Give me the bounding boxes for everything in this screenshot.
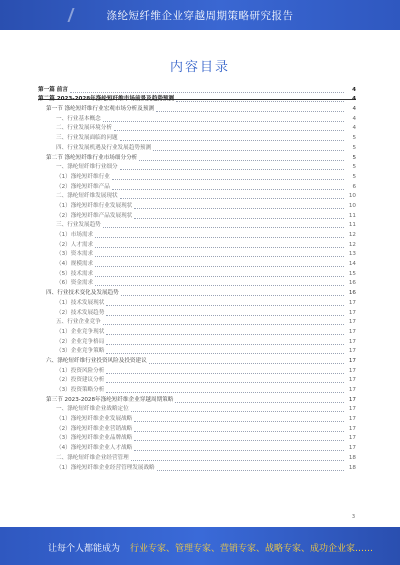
toc-entry-page: 5 bbox=[352, 154, 356, 161]
toc-leader-dots bbox=[106, 315, 344, 316]
toc-entry[interactable] bbox=[38, 414, 356, 424]
toc-entry-text: 第一篇 前言 bbox=[38, 86, 68, 93]
toc-entry[interactable] bbox=[38, 230, 356, 240]
toc-entry[interactable] bbox=[38, 211, 356, 221]
slogan-left: 让每个人都能成为 bbox=[48, 544, 121, 554]
toc-leader-dots bbox=[112, 189, 344, 190]
toc-entry-page: 4 bbox=[352, 96, 356, 103]
toc-entry[interactable] bbox=[38, 133, 356, 143]
toc-entry-page: 14 bbox=[348, 261, 356, 268]
toc-leader-dots bbox=[120, 198, 344, 199]
toc-entry-text: （1）企业竞争现状 bbox=[56, 328, 105, 335]
toc-entry-page: 17 bbox=[348, 416, 356, 423]
toc-leader-dots bbox=[114, 130, 344, 131]
toc-leader-dots bbox=[134, 218, 344, 219]
toc-entry-text: 第二节 涤纶短纤维行业市场细分分析 bbox=[46, 154, 138, 161]
toc-leader-dots bbox=[95, 256, 344, 257]
toc-entry[interactable] bbox=[38, 192, 356, 202]
toc-entry[interactable] bbox=[38, 405, 356, 415]
toc-leader-dots bbox=[131, 460, 344, 461]
toc-entry[interactable] bbox=[38, 153, 356, 163]
toc-leader-dots bbox=[121, 295, 344, 296]
toc-entry-page: 12 bbox=[348, 232, 356, 238]
toc-entry-text: （6）资金需求 bbox=[56, 280, 94, 287]
toc-entry-page: 17 bbox=[348, 367, 356, 374]
toc-entry-page: 17 bbox=[348, 425, 356, 432]
toc-entry[interactable] bbox=[38, 434, 356, 444]
toc-entry-text: （2）技术发展趋势 bbox=[56, 309, 105, 316]
toc-leader-dots bbox=[149, 363, 344, 364]
toc-entry[interactable] bbox=[38, 327, 356, 337]
toc-entry-page: 17 bbox=[348, 357, 356, 364]
toc-entry-page: 5 bbox=[352, 144, 356, 151]
toc-entry-text: 三、行业发展面临的问题 bbox=[56, 135, 118, 142]
toc-entry-text: （1）涤纶短纤维行业 bbox=[56, 173, 110, 180]
toc-entry-page: 17 bbox=[348, 348, 356, 355]
toc-list bbox=[38, 85, 356, 473]
toc-entry[interactable] bbox=[38, 385, 356, 395]
toc-entry-page: 17 bbox=[348, 299, 356, 306]
toc-entry[interactable] bbox=[38, 259, 356, 269]
slogan-right: 行业专家、管理专家、营销专家、战略专家、成功企业家…… bbox=[130, 544, 374, 554]
toc-entry-page: 4 bbox=[352, 125, 356, 132]
toc-entry-page: 11 bbox=[348, 222, 356, 229]
toc-entry-page: 17 bbox=[348, 406, 356, 413]
toc-entry-text: （2）涤纶短纤维产品发展现状 bbox=[56, 212, 133, 219]
toc-entry-page: 17 bbox=[348, 435, 356, 442]
toc-entry[interactable] bbox=[38, 104, 356, 114]
toc-entry-page: 17 bbox=[348, 396, 356, 403]
toc-leader-dots bbox=[106, 353, 344, 354]
toc-leader-dots bbox=[106, 305, 344, 306]
toc-entry[interactable] bbox=[38, 288, 356, 298]
toc-leader-dots bbox=[95, 266, 344, 267]
toc-entry-page: 16 bbox=[348, 280, 356, 287]
toc-entry[interactable] bbox=[38, 201, 356, 211]
toc-entry-text: 二、行业发展环境分析 bbox=[56, 125, 112, 132]
toc-entry-page: 10 bbox=[348, 202, 356, 209]
toc-entry[interactable] bbox=[38, 172, 356, 182]
toc-entry-page: 17 bbox=[348, 445, 356, 452]
toc-entry-page: 17 bbox=[348, 309, 356, 316]
footer-banner bbox=[0, 527, 400, 565]
toc-entry[interactable] bbox=[38, 240, 356, 250]
toc-heading: 内容目录 bbox=[169, 60, 230, 75]
toc-entry-text: （1）技术发展现状 bbox=[56, 299, 105, 306]
toc-leader-dots bbox=[134, 208, 344, 209]
toc-entry-page: 4 bbox=[352, 115, 356, 122]
toc-entry-page: 5 bbox=[352, 173, 356, 180]
toc-entry[interactable] bbox=[38, 337, 356, 347]
toc-entry[interactable] bbox=[38, 395, 356, 405]
toc-leader-dots bbox=[157, 470, 344, 471]
toc-entry[interactable] bbox=[38, 356, 356, 366]
toc-entry-page: 4 bbox=[352, 106, 356, 113]
toc-entry[interactable] bbox=[38, 114, 356, 124]
toc-entry[interactable] bbox=[38, 347, 356, 357]
toc-leader-dots bbox=[112, 179, 344, 180]
toc-entry-text: 一、行业基本概念 bbox=[56, 115, 101, 122]
toc-entry-page: 12 bbox=[348, 241, 356, 248]
toc-entry-page: 17 bbox=[348, 377, 356, 384]
toc-leader-dots bbox=[156, 111, 344, 112]
toc-entry-text: （2）涤纶短纤维产品 bbox=[56, 183, 110, 190]
toc-leader-dots bbox=[139, 160, 344, 161]
toc-entry-text: 三、行业发展趋势 bbox=[56, 222, 101, 229]
toc-entry-text: （1）涤纶短纤维企业发展战略 bbox=[56, 416, 133, 423]
toc-leader-dots bbox=[95, 237, 344, 238]
toc-leader-dots bbox=[120, 140, 344, 141]
toc-entry[interactable] bbox=[38, 250, 356, 260]
toc-leader-dots bbox=[70, 92, 344, 93]
toc-entry-page: 6 bbox=[352, 183, 356, 190]
toc-leader-dots bbox=[131, 411, 344, 412]
toc-entry-text: （3）涤纶短纤维企业品牌战略 bbox=[56, 435, 133, 442]
toc-leader-dots bbox=[103, 324, 344, 325]
toc-entry[interactable] bbox=[38, 298, 356, 308]
toc-entry-text: 五、行业企业竞争 bbox=[56, 319, 101, 326]
toc-entry-text: 四、行业技术变化及发展趋势 bbox=[46, 290, 119, 297]
toc-entry-page: 4 bbox=[352, 86, 356, 93]
toc-entry-text: 二、涤纶短纤维企业经营管理 bbox=[56, 454, 129, 461]
toc-entry[interactable] bbox=[38, 182, 356, 192]
toc-entry-page: 17 bbox=[348, 338, 356, 345]
toc-leader-dots bbox=[106, 344, 344, 345]
toc-leader-dots bbox=[95, 285, 344, 286]
toc-entry-text: （3）投资策略分析 bbox=[56, 387, 105, 393]
page-number: 3 bbox=[351, 514, 355, 520]
toc-entry-text: （2）投资建议分析 bbox=[56, 377, 105, 384]
toc-leader-dots bbox=[120, 169, 344, 170]
toc-entry-page: 16 bbox=[348, 290, 356, 297]
toc-entry[interactable] bbox=[38, 163, 356, 173]
toc-entry[interactable] bbox=[38, 453, 356, 463]
toc-entry-text: （3）资本需求 bbox=[56, 251, 94, 258]
toc-entry-page: 13 bbox=[348, 251, 356, 258]
toc-entry-page: 5 bbox=[352, 135, 356, 142]
report-title: 涤纶短纤维企业穿越周期策略研究报告 bbox=[106, 10, 294, 22]
toc-leader-dots bbox=[134, 440, 344, 441]
toc-entry-page: 18 bbox=[348, 464, 356, 471]
header-banner bbox=[0, 0, 400, 30]
toc-leader-dots bbox=[103, 227, 344, 228]
toc-leader-dots bbox=[106, 373, 344, 374]
toc-entry-text: （4）涤纶短纤维企业人才战略 bbox=[56, 445, 133, 452]
toc-entry[interactable] bbox=[38, 269, 356, 279]
toc-entry[interactable] bbox=[38, 124, 356, 134]
toc-entry-page: 11 bbox=[348, 212, 356, 219]
toc-entry[interactable] bbox=[38, 279, 356, 289]
toc-entry-text: （4）规模需求 bbox=[56, 261, 94, 268]
toc-entry[interactable] bbox=[38, 318, 356, 328]
toc-entry-text: 二、涤纶短纤维发展现状 bbox=[56, 193, 118, 200]
toc-leader-dots bbox=[106, 334, 344, 335]
toc-entry-text: （1）涤纶短纤维行业发展现状 bbox=[56, 202, 133, 209]
toc-entry[interactable] bbox=[38, 308, 356, 318]
toc-entry-text: （2）涤纶短纤维企业营销战略 bbox=[56, 425, 133, 432]
toc-entry-text: （3）企业竞争策略 bbox=[56, 348, 105, 355]
toc-entry-text: （1）投资风险分析 bbox=[56, 367, 105, 374]
toc-leader-dots bbox=[134, 421, 344, 422]
toc-entry-page: 10 bbox=[348, 193, 356, 200]
toc-entry-text: 第一节 涤纶短纤维行业宏观市场分析及预测 bbox=[46, 106, 155, 113]
toc-entry[interactable] bbox=[38, 443, 356, 453]
toc-entry-text: 四、行业发展机遇及行业发展趋势预测 bbox=[56, 144, 152, 151]
toc-entry-text: 六、涤纶短纤维行业投资风险及投资建议 bbox=[46, 357, 147, 364]
toc-leader-dots bbox=[176, 101, 344, 102]
toc-leader-dots bbox=[95, 247, 344, 248]
toc-entry-text: （5）技术需求 bbox=[56, 270, 94, 277]
toc-entry-page: 18 bbox=[348, 454, 356, 461]
toc-entry-text: 第二篇 2023-2028年涤纶短纤维市场前景及趋势预测 bbox=[38, 96, 175, 103]
toc-leader-dots bbox=[95, 276, 344, 277]
toc-leader-dots bbox=[134, 431, 344, 432]
toc-entry-text: 一、涤纶短纤维行业细分 bbox=[56, 164, 118, 171]
toc-entry-page: 17 bbox=[348, 387, 356, 393]
toc-entry[interactable] bbox=[38, 221, 356, 231]
toc-entry-text: （2）人才需求 bbox=[56, 241, 94, 248]
toc-entry[interactable] bbox=[38, 366, 356, 376]
toc-leader-dots bbox=[103, 121, 344, 122]
toc-entry-page: 17 bbox=[348, 319, 356, 326]
toc-entry[interactable] bbox=[38, 463, 356, 473]
toc-entry[interactable] bbox=[38, 376, 356, 386]
toc-entry-text: （1）市场需求 bbox=[56, 232, 94, 238]
toc-entry[interactable] bbox=[38, 424, 356, 434]
toc-entry-text: （1）涤纶短纤维企业经营管理发展战略 bbox=[56, 464, 155, 471]
toc-entry[interactable] bbox=[38, 95, 356, 105]
toc-leader-dots bbox=[106, 382, 344, 383]
toc-leader-dots bbox=[106, 392, 344, 393]
toc-entry[interactable] bbox=[38, 143, 356, 153]
toc-leader-dots bbox=[175, 402, 344, 403]
toc-entry[interactable] bbox=[38, 85, 356, 95]
toc-entry-page: 5 bbox=[352, 164, 356, 171]
toc-entry-text: （2）企业竞争格局 bbox=[56, 338, 105, 345]
toc-entry-text: 第三节 2023-2028年涤纶短纤维企业穿越周期策略 bbox=[46, 396, 174, 403]
toc-leader-dots bbox=[134, 450, 344, 451]
toc-entry-page: 17 bbox=[348, 328, 356, 335]
toc-entry-text: 一、涤纶短纤维企业战略定位 bbox=[56, 406, 129, 413]
toc-leader-dots bbox=[153, 150, 344, 151]
toc-entry-page: 15 bbox=[348, 270, 356, 277]
